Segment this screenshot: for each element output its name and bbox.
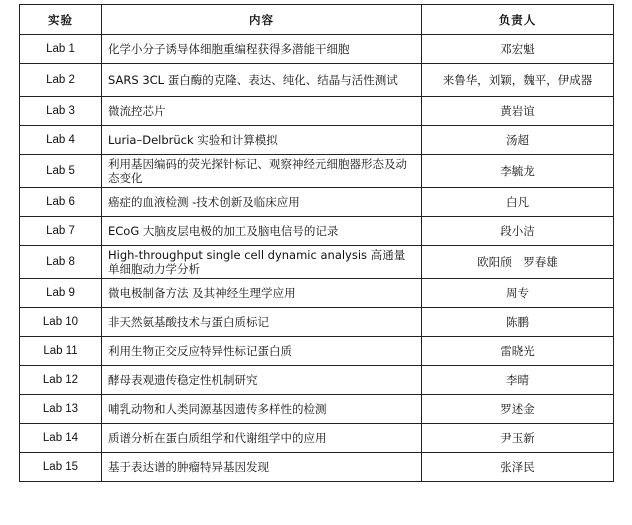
- cell-lab: Lab 14: [20, 424, 102, 453]
- table-row: [20, 337, 614, 366]
- table-row: [20, 97, 614, 126]
- table-row: [20, 366, 614, 395]
- cell-content: 癌症的血液检测 -技术创新及临床应用: [102, 188, 422, 217]
- cell-lab: Lab 11: [20, 337, 102, 366]
- cell-content: SARS 3CL 蛋白酶的克隆、表达、纯化、结晶与活性测试: [102, 64, 422, 97]
- cell-lab: Lab 15: [20, 453, 102, 482]
- lab-table: [19, 4, 614, 482]
- cell-lab: Lab 6: [20, 188, 102, 217]
- cell-lab: Lab 2: [20, 64, 102, 97]
- table-row: [20, 246, 614, 279]
- cell-owner: 段小洁: [422, 217, 614, 246]
- cell-lab: Lab 1: [20, 35, 102, 64]
- cell-content: 微流控芯片: [102, 97, 422, 126]
- cell-owner: 汤超: [422, 126, 614, 155]
- lab-table-container: [19, 4, 614, 482]
- cell-owner: 周专: [422, 279, 614, 308]
- header-owner: 负责人: [422, 5, 614, 35]
- table-row: [20, 453, 614, 482]
- table-row: [20, 188, 614, 217]
- cell-owner: 欧阳颀 罗春雄: [422, 246, 614, 279]
- cell-lab: Lab 3: [20, 97, 102, 126]
- table-row: [20, 395, 614, 424]
- cell-lab: Lab 8: [20, 246, 102, 279]
- cell-owner: 张泽民: [422, 453, 614, 482]
- cell-content: High-throughput single cell dynamic analysis 高通量单细胞动力学分析: [102, 246, 422, 279]
- cell-content: 利用生物正交反应特异性标记蛋白质: [102, 337, 422, 366]
- table-row: [20, 424, 614, 453]
- table-row: [20, 35, 614, 64]
- cell-owner: 邓宏魁: [422, 35, 614, 64]
- cell-content: 化学小分子诱导体细胞重编程获得多潜能干细胞: [102, 35, 422, 64]
- table-row: [20, 279, 614, 308]
- cell-content: 基于表达谱的肿瘤特异基因发现: [102, 453, 422, 482]
- cell-content: 非天然氨基酸技术与蛋白质标记: [102, 308, 422, 337]
- cell-owner: 陈鹏: [422, 308, 614, 337]
- cell-content: 微电极制备方法 及其神经生理学应用: [102, 279, 422, 308]
- table-row: [20, 155, 614, 188]
- table-row: [20, 64, 614, 97]
- cell-lab: Lab 7: [20, 217, 102, 246]
- cell-owner: 白凡: [422, 188, 614, 217]
- cell-owner: 黄岩谊: [422, 97, 614, 126]
- cell-content: 哺乳动物和人类同源基因遗传多样性的检测: [102, 395, 422, 424]
- cell-content: 酵母表观遗传稳定性机制研究: [102, 366, 422, 395]
- cell-content: ECoG 大脑皮层电极的加工及脑电信号的记录: [102, 217, 422, 246]
- cell-content: Luria–Delbrück 实验和计算模拟: [102, 126, 422, 155]
- table-row: [20, 217, 614, 246]
- cell-lab: Lab 9: [20, 279, 102, 308]
- cell-lab: Lab 10: [20, 308, 102, 337]
- cell-owner: 雷晓光: [422, 337, 614, 366]
- header-row: [20, 5, 614, 35]
- cell-lab: Lab 5: [20, 155, 102, 188]
- cell-content: 质谱分析在蛋白质组学和代谢组学中的应用: [102, 424, 422, 453]
- header-content: 内容: [102, 5, 422, 35]
- table-row: [20, 308, 614, 337]
- cell-content: 利用基因编码的荧光探针标记、观察神经元细胞器形态及动态变化: [102, 155, 422, 188]
- cell-lab: Lab 13: [20, 395, 102, 424]
- header-experiment: 实验: [20, 5, 102, 35]
- cell-lab: Lab 12: [20, 366, 102, 395]
- table-row: [20, 126, 614, 155]
- cell-owner: 李晴: [422, 366, 614, 395]
- cell-owner: 李毓龙: [422, 155, 614, 188]
- cell-lab: Lab 4: [20, 126, 102, 155]
- cell-owner: 尹玉新: [422, 424, 614, 453]
- cell-owner: 罗述金: [422, 395, 614, 424]
- cell-owner: 来鲁华，刘颖，魏平，伊成器: [422, 64, 614, 97]
